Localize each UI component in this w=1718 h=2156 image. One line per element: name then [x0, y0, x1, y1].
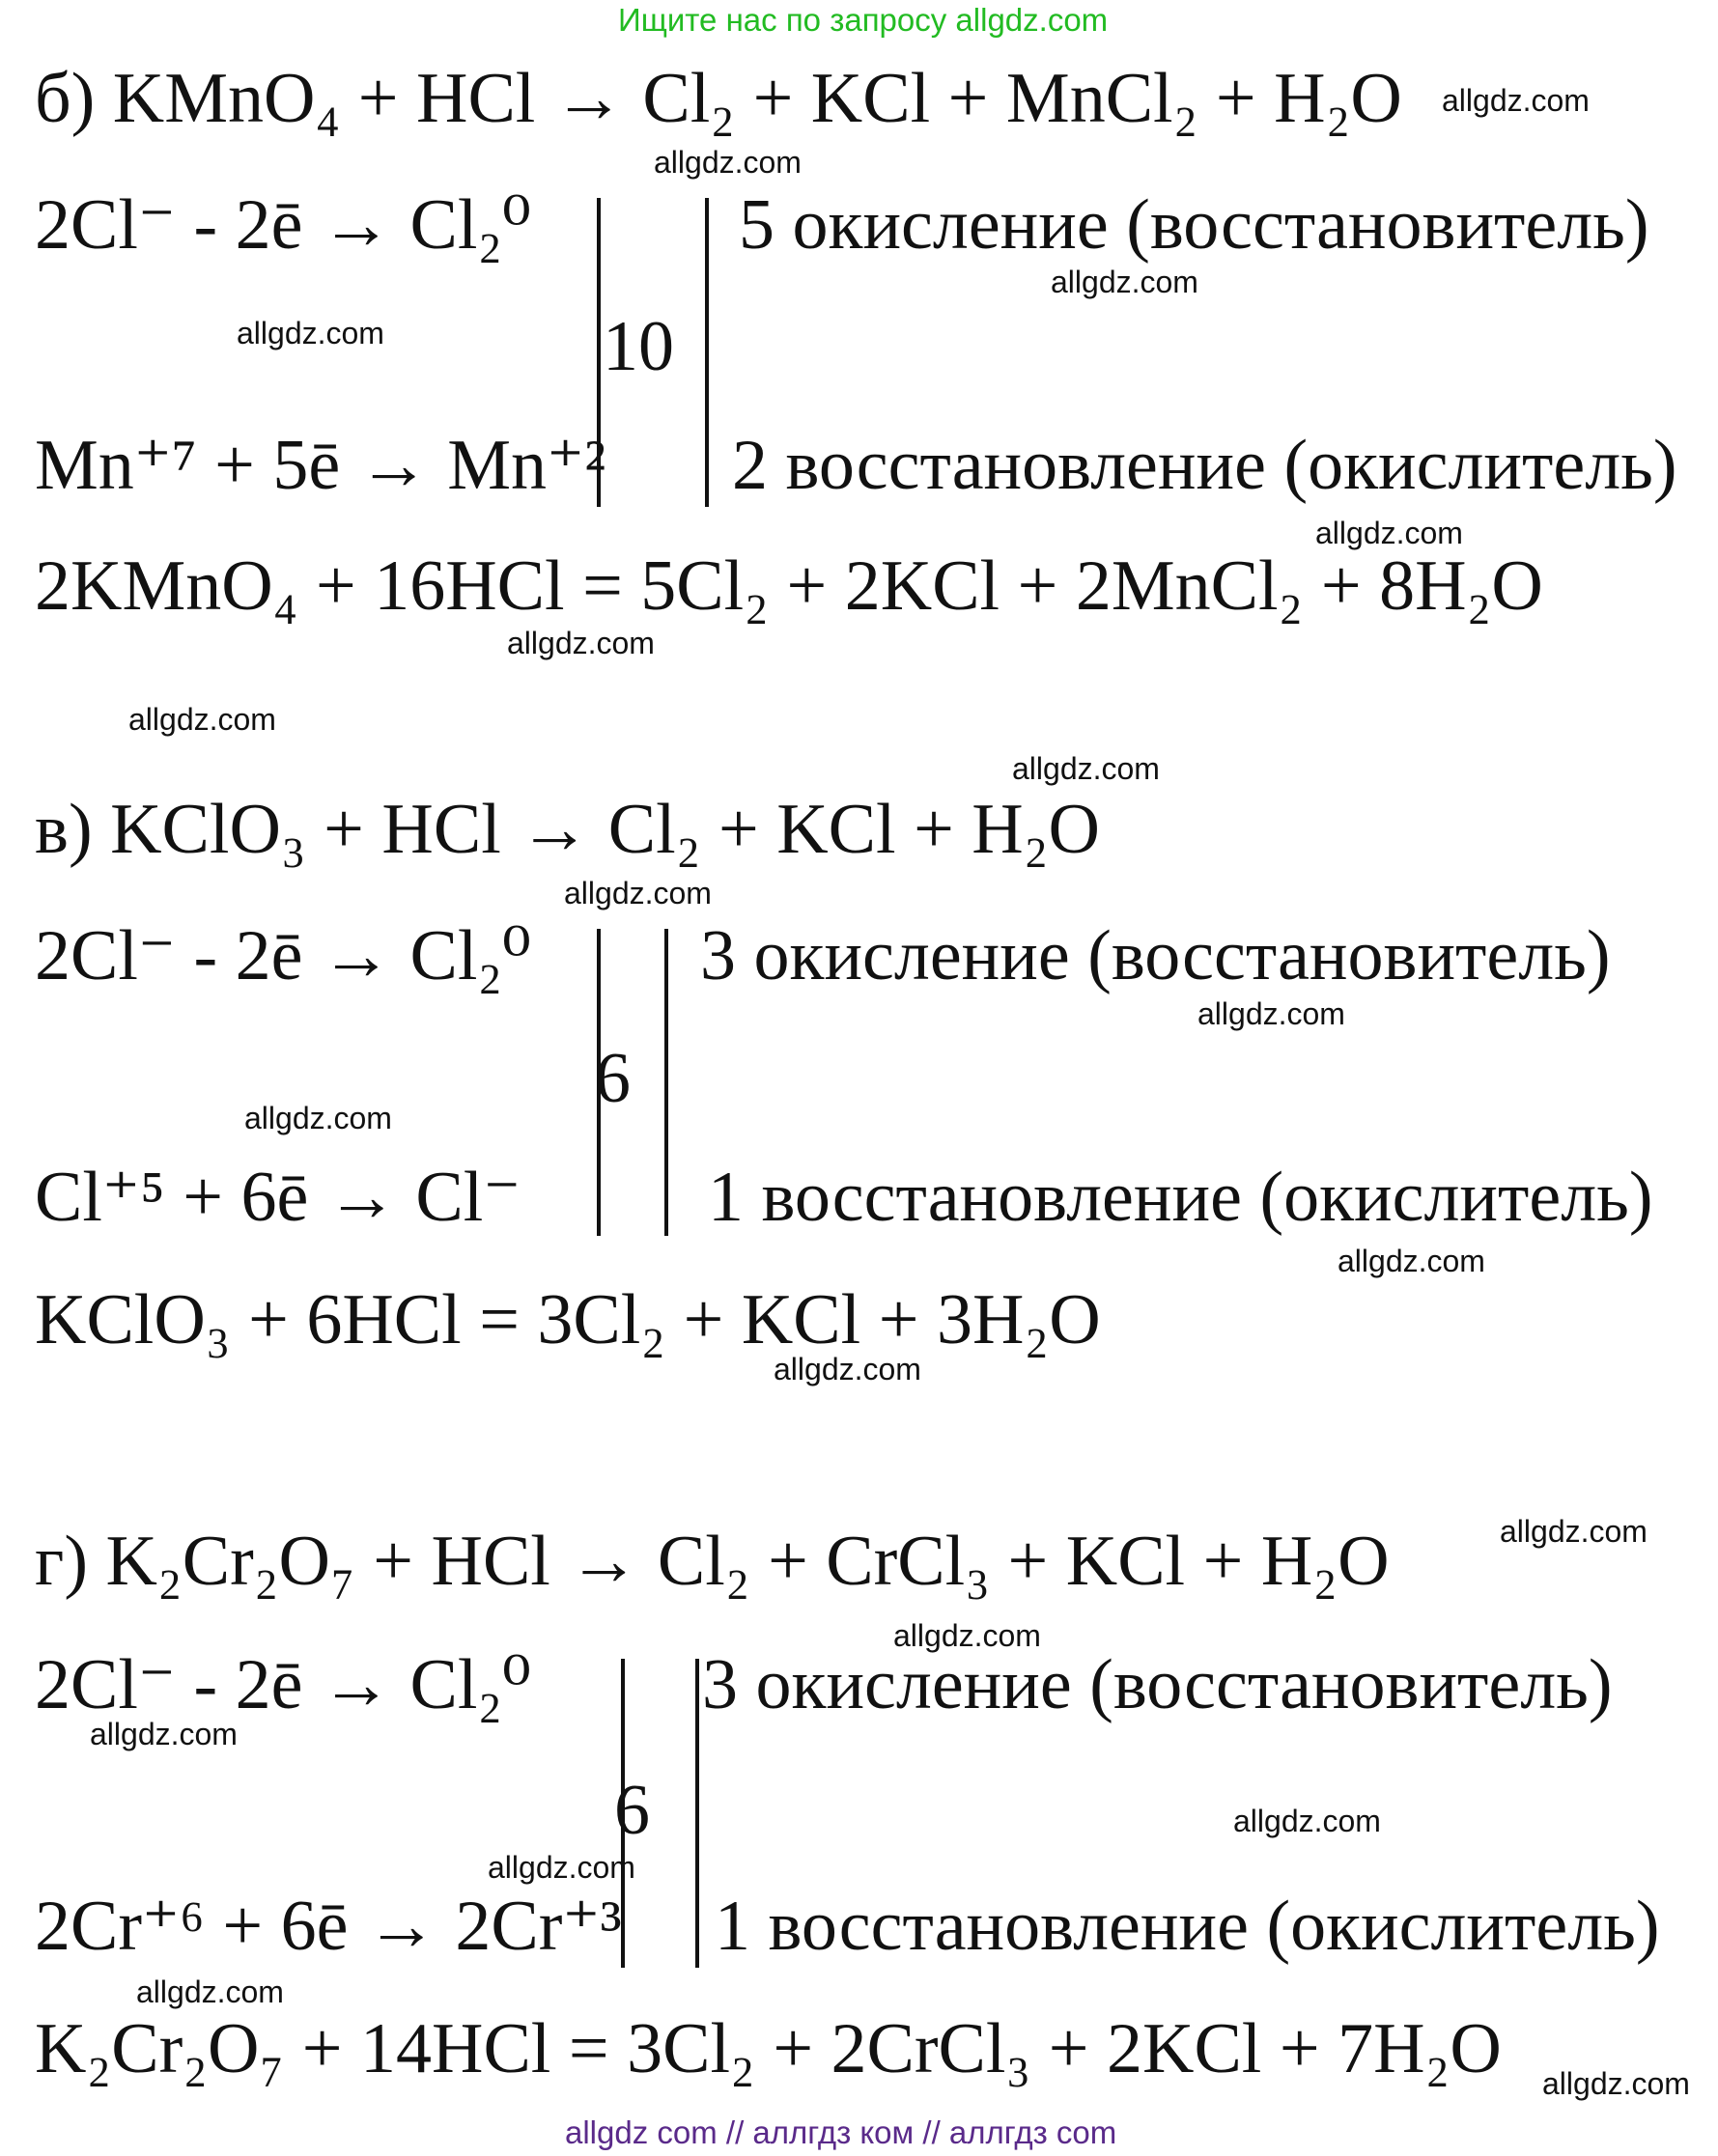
balanced-equation-g: K₂Cr₂O₇ + 14HCl = 3Cl₂ + 2CrCl₃ + 2KCl + 7H₂O	[35, 2009, 1502, 2088]
lcm-b: 10	[603, 307, 674, 386]
oxidation-note-b: 5 окисление (восстановитель)	[739, 185, 1649, 265]
watermark: allgdz.com	[1051, 265, 1198, 299]
reduction-note-g: 1 восстановление (окислитель)	[715, 1887, 1660, 1966]
scheme-g: г) K₂Cr₂O₇ + HCl → Cl₂ + CrCl₃ + KCl + H₂O	[35, 1522, 1390, 1601]
reduction-note-v: 1 восстановление (окислитель)	[708, 1158, 1653, 1237]
watermark: allgdz.com	[1338, 1244, 1485, 1278]
watermark: allgdz.com	[893, 1618, 1041, 1653]
reduction-half-v: Cl⁺⁵ + 6ē → Cl⁻	[35, 1158, 521, 1237]
site-footer[interactable]: allgdz com // аллгдз ком // аллгдз com	[565, 2114, 1117, 2150]
reduction-half-g: 2Cr⁺⁶ + 6ē → 2Cr⁺³	[35, 1887, 622, 1966]
watermark: allgdz.com	[1012, 751, 1160, 786]
site-banner[interactable]: Ищите нас по запросу allgdz.com	[618, 2, 1109, 38]
lcm-v: 6	[595, 1039, 631, 1118]
watermark: allgdz.com	[488, 1850, 635, 1885]
divider-right-b	[705, 198, 709, 507]
watermark: allgdz.com	[1315, 516, 1463, 550]
watermark: allgdz.com	[244, 1101, 392, 1135]
divider-right-g	[695, 1659, 699, 1968]
reduction-note-b: 2 восстановление (окислитель)	[732, 426, 1677, 505]
lcm-g: 6	[614, 1771, 650, 1850]
oxidation-note-g: 3 окисление (восстановитель)	[702, 1645, 1613, 1724]
watermark: allgdz.com	[1500, 1514, 1648, 1549]
oxidation-half-b: 2Cl⁻ - 2ē → Cl₂⁰	[35, 185, 531, 265]
watermark: allgdz.com	[136, 1974, 284, 2009]
scheme-b: б) KMnO₄ + HCl → Cl₂ + KCl + MnCl₂ + H₂O	[35, 59, 1402, 138]
watermark: allgdz.com	[564, 876, 712, 910]
watermark: allgdz.com	[237, 316, 384, 350]
balanced-equation-b: 2KMnO₄ + 16HCl = 5Cl₂ + 2KCl + 2MnCl₂ + 8H₂O	[35, 546, 1543, 626]
watermark: allgdz.com	[1442, 83, 1590, 118]
oxidation-half-g: 2Cl⁻ - 2ē → Cl₂⁰	[35, 1645, 531, 1724]
divider-right-v	[664, 929, 668, 1236]
oxidation-note-v: 3 окисление (восстановитель)	[700, 916, 1611, 995]
scheme-v: в) KClO₃ + HCl → Cl₂ + KCl + H₂O	[35, 790, 1100, 869]
reduction-half-b: Mn⁺⁷ + 5ē → Mn⁺²	[35, 426, 606, 505]
watermark: allgdz.com	[774, 1352, 921, 1386]
watermark: allgdz.com	[654, 145, 802, 180]
watermark: allgdz.com	[128, 702, 276, 737]
balanced-equation-v: KClO₃ + 6HCl = 3Cl₂ + KCl + 3H₂O	[35, 1280, 1101, 1359]
watermark: allgdz.com	[1233, 1804, 1381, 1838]
oxidation-half-v: 2Cl⁻ - 2ē → Cl₂⁰	[35, 916, 531, 995]
watermark: allgdz.com	[507, 626, 655, 660]
watermark: allgdz.com	[1197, 996, 1345, 1031]
watermark: allgdz.com	[1542, 2066, 1690, 2101]
watermark: allgdz.com	[90, 1717, 238, 1751]
